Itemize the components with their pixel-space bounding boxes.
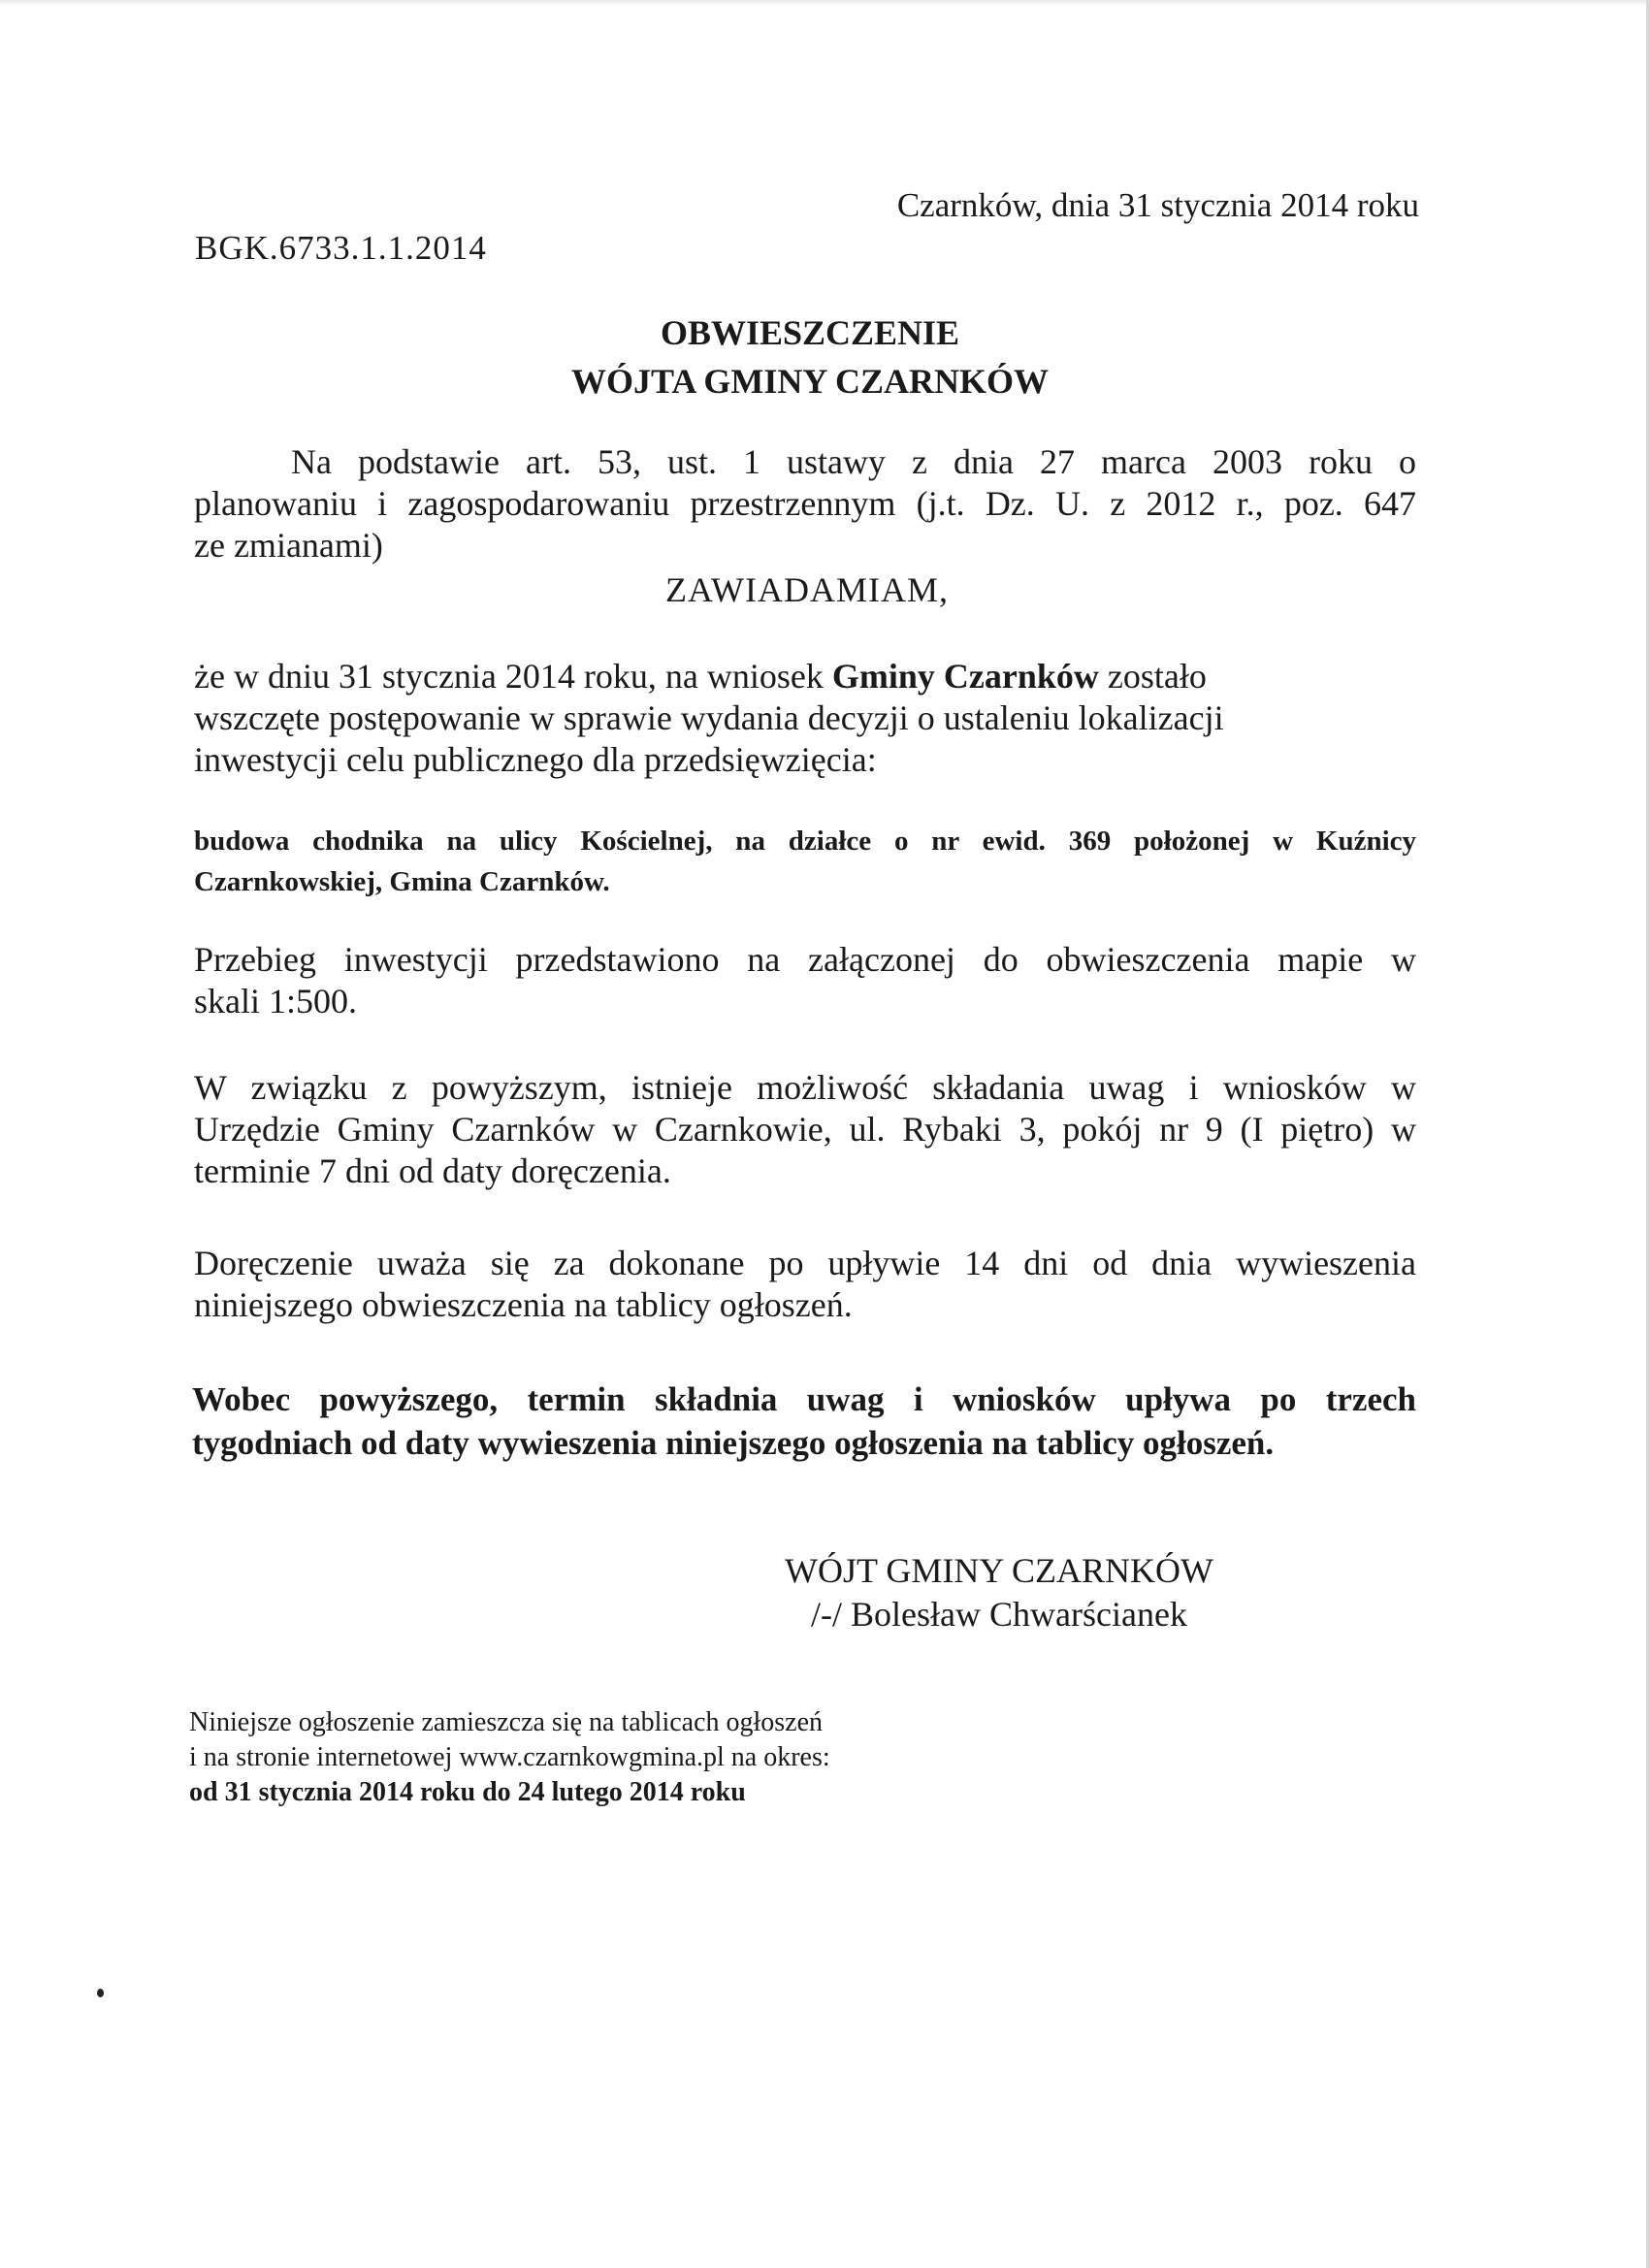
- project-line-1: budowa chodnika na ulicy Kościelnej, na działce o nr ewid. 369 położonej w Kuźnicy: [194, 826, 1416, 857]
- delivery-line-1: Doręczenie uważa się za dokonane po upływie 14 dni od dnia wywieszenia: [194, 1244, 1416, 1282]
- map-paragraph: [194, 939, 1416, 1022]
- title-line-2: WÓJTA GMINY CZARNKÓW: [570, 362, 1049, 401]
- comments-line-2: Urzędzie Gminy Czarnków w Czarnkowie, ul. Rybaki 3, pokój nr 9 (I piętro) w: [194, 1110, 1416, 1149]
- legal-basis-paragraph: [194, 441, 1416, 567]
- posting-note-line-2: i na stronie internetowej www.czarnkowgmina.pl na okres:: [189, 1742, 830, 1772]
- reference-number: BGK.6733.1.1.2014: [195, 229, 487, 267]
- project-description: [194, 821, 1416, 902]
- posting-note: [189, 1705, 1023, 1810]
- proceedings-paragraph: [194, 656, 1416, 781]
- place-date: Czarnków, dnia 31 stycznia 2014 roku: [896, 186, 1419, 224]
- legal-basis-line-3: ze zmianami): [194, 526, 383, 565]
- scan-edge-top: [0, 0, 1649, 6]
- title-line-1: OBWIESZCZENIE: [660, 313, 960, 352]
- announcement-heading: ZAWIADAMIAM,: [664, 570, 950, 609]
- signatory-title: WÓJT GMINY CZARNKÓW: [785, 1551, 1213, 1590]
- scan-speck: [97, 1989, 104, 1997]
- signatory-name: /-/ Bolesław Chwarścianek: [811, 1595, 1187, 1634]
- delivery-paragraph: [194, 1243, 1416, 1326]
- proceedings-line-1-post: zostało: [1098, 657, 1207, 696]
- project-line-2: Czarnkowskiej, Gmina Czarnków.: [194, 866, 610, 897]
- proceedings-line-1: [194, 656, 1416, 697]
- proceedings-line-2: wszczęte postępowanie w sprawie wydania decyzji o ustaleniu lokalizacji: [194, 698, 1224, 737]
- legal-basis-line-1: Na podstawie art. 53, ust. 1 ustawy z dnia 27 marca 2003 roku o: [291, 442, 1416, 481]
- legal-basis-line-2: planowaniu i zagospodarowaniu przestrzennym (j.t. Dz. U. z 2012 r., poz. 647: [194, 484, 1416, 523]
- deadline-paragraph: [192, 1377, 1416, 1465]
- posting-note-line-1: Niniejsze ogłoszenie zamieszcza się na tablicach ogłoszeń: [189, 1707, 824, 1737]
- map-line-2: skali 1:500.: [194, 982, 357, 1021]
- comments-line-1: W związku z powyższym, istnieje możliwość składania uwag i wniosków w: [194, 1068, 1416, 1107]
- proceedings-line-1-pre: że w dniu 31 stycznia 2014 roku, na wniosek: [194, 657, 832, 696]
- proceedings-line-3: inwestycji celu publicznego dla przedsięwzięcia:: [194, 740, 877, 779]
- applicant-name: Gminy Czarnków: [831, 657, 1099, 696]
- comments-paragraph: [194, 1067, 1416, 1192]
- deadline-line-1: Wobec powyższego, termin składnia uwag i wniosków upływa po trzech: [192, 1380, 1416, 1418]
- signature-block: [757, 1549, 1242, 1636]
- comments-line-3: terminie 7 dni od daty doręczenia.: [194, 1151, 671, 1190]
- posting-period: od 31 stycznia 2014 roku do 24 lutego 2014 roku: [189, 1777, 746, 1807]
- document-title: [0, 308, 1620, 405]
- map-line-1: Przebieg inwestycji przedstawiono na załączonej do obwieszczenia mapie w: [194, 940, 1416, 979]
- delivery-line-2: niniejszego obwieszczenia na tablicy ogłoszeń.: [194, 1285, 853, 1324]
- deadline-line-2: tygodniach od daty wywieszenia niniejszego ogłoszenia na tablicy ogłoszeń.: [192, 1424, 1275, 1462]
